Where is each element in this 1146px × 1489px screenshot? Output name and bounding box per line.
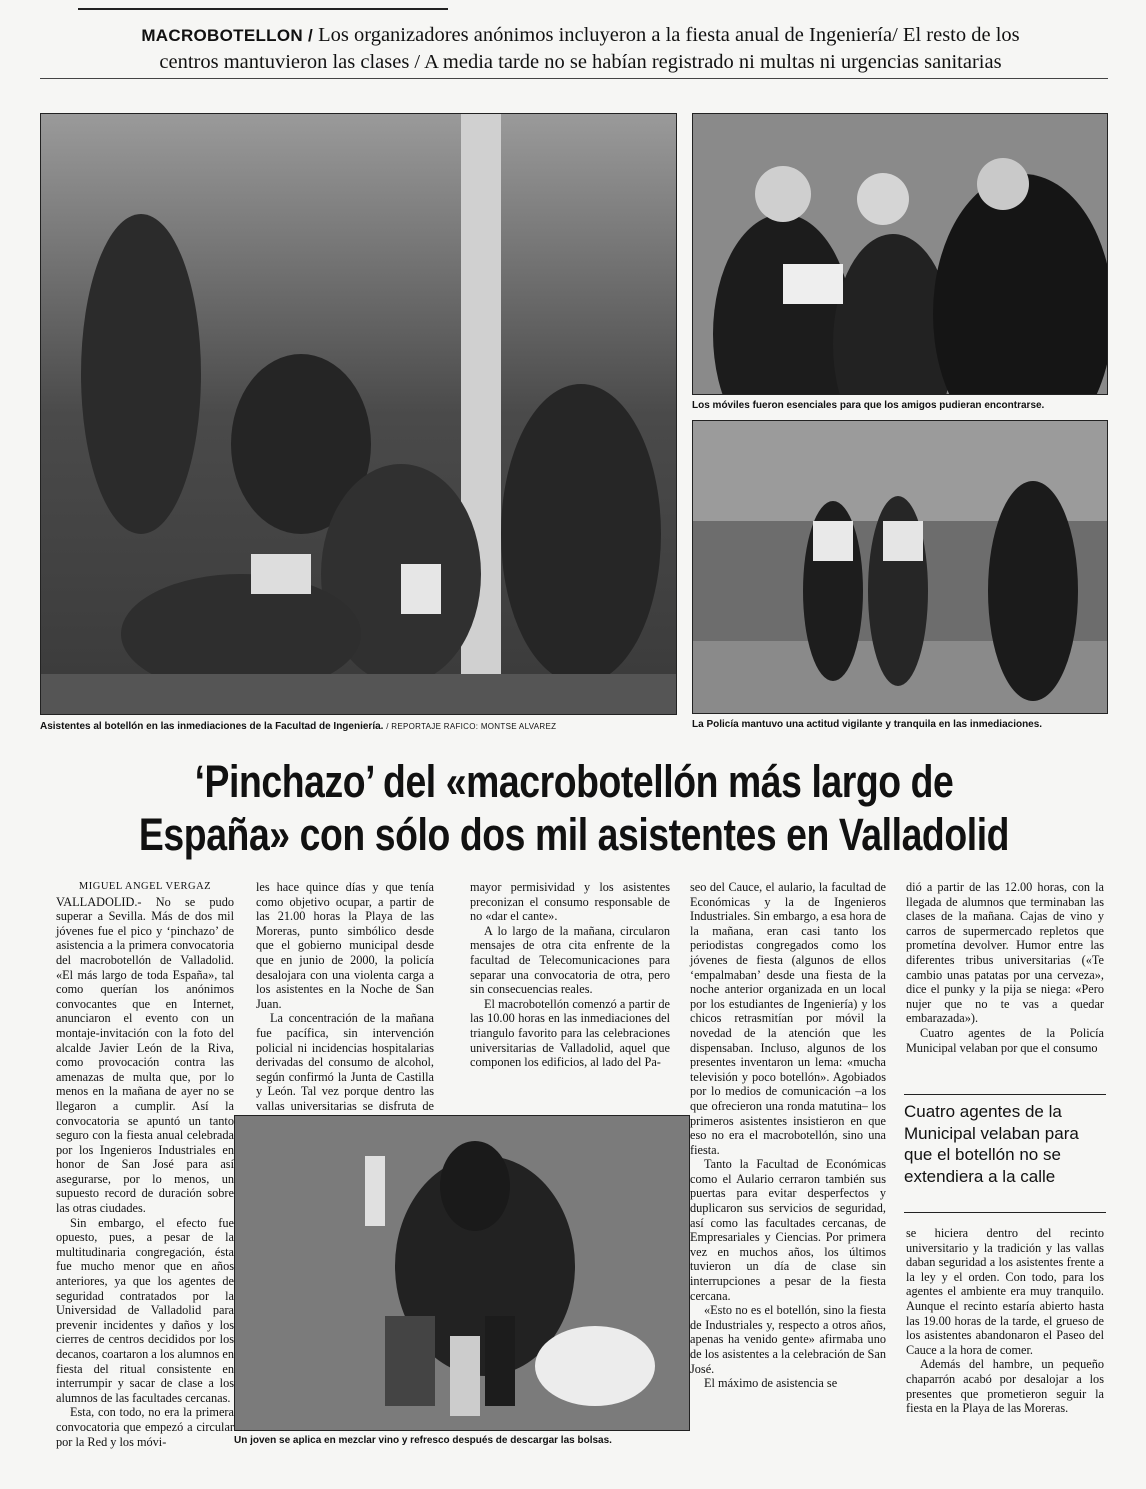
top-right-photo — [692, 113, 1108, 395]
kicker-line2: centros mantuvieron las clases / A media tarde no se habían registrado ni multas ni urgencias sanitarias — [159, 51, 1002, 73]
pullquote-bottom-rule — [904, 1212, 1106, 1213]
col1-p3: Esta, con todo, no era la primera convocatoria que empezó a circular por la Red y los móvi- — [56, 1405, 234, 1449]
mid-right-photo — [692, 420, 1108, 714]
top-right-caption: Los móviles fueron esenciales para que los amigos pudieran encontrarse. — [692, 400, 1045, 411]
col4-p1: seo del Cauce, el aulario, la facultad de Económicas y la de Ingenieros Industriales. Sin embargo, a esa hora de la mañana, eran casi tanto los periodistas congregados como los jóvenes de fiesta (algunos de ellos ‘empalmaban’ desde una fiesta de la noche anterior organizada en un local por los estudiantes de Ingeniería) y los chicos retrasmitían por móvil la novedad de la atención que les dispensaban. Incluso, algunos de los presentes inventaron un lema: «mucha televisión y poco botellón». Agobiados por lo medios de comunicación –a los que ofrecieron una ronda matutina– los primeros asistentes insistieron en que eso no era el macrobotellón, sino una fiesta. — [690, 880, 886, 1157]
kicker — [78, 22, 1083, 75]
col3-p3: El macrobotellón comenzó a partir de las 10.00 horas en las inmediaciones del triangulo favorito para las celebraciones universitarias de Valladolid, aquel que componen los edificios, al lado del Pa- — [470, 996, 670, 1070]
col2-p1: les hace quince días y que tenía como objetivo ocupar, a partir de las 21.00 horas la Playa de las Moreras, punto simbólico desde que el gobierno municipal desde que en junio de 2000, la policía desalojara con una violenta carga a los asistentes en la Noche de San Juan. — [256, 880, 434, 1011]
col1-p1: VALLADOLID.- No se pudo superar a Sevilla. Más de dos mil jóvenes fue el pico y ‘pinchazo’ de asistencia a la primera convocatoria del macrobotellón de Valladolid. «El más largo de toda España», tal como querían los anónimos convocantes que en Internet, anunciaron el evento con un montaje-invitación con la foto del alcalde Javier León de la Riva, como provocación contra las amenazas de multa que, por lo menos en la mañana de ayer no se llegaron a cumplir. Así la convocatoria se apuntó un tanto seguro con la fiesta anual celebrada por los Ingenieros Industriales en honor de San José para así asegurarse, por lo menos, un supuesto record de duración sobre las otras ciudades. — [56, 894, 234, 1216]
col5b-p1: se hiciera dentro del recinto universitario y la tradición y las vallas daban seguridad a los asistentes frente a la ley y el orden. Con todo, para los agentes el ambiente era muy tranquilo. Aunque el recinto estaría abierto hasta las 19.00 horas de la tarde, el grueso de los asistentes abandonaron el Paseo del Cauce a la hora de comer. — [906, 1226, 1104, 1357]
main-photo-caption — [40, 720, 556, 733]
column-3 — [470, 880, 670, 1070]
kicker-tag: MACROBOTELLON / — [141, 26, 313, 45]
main-photo — [40, 113, 677, 715]
col4-p2: Tanto la Facultad de Económicas como el Aulario cerraron también sus puertas para evitar desperfectos y duplicaron sus servicios de seguridad, así como las facultades cercanas, de Empresariales y Ciencias. Por primera vez en muchos años, los últimos tuvieron un día de clase sin interrupciones a pesar de la fiesta cercana. — [690, 1157, 886, 1303]
top-rule — [78, 8, 448, 10]
column-5 — [906, 880, 1104, 1055]
headline-line1: ‘Pinchazo’ del «macrobotellón más largo de — [194, 756, 954, 807]
pullquote-top-rule — [904, 1094, 1106, 1095]
column-1 — [56, 880, 234, 1449]
headline — [131, 755, 1017, 861]
kicker-line1: Los organizadores anónimos incluyeron a la fiesta anual de Ingeniería/ El resto de los — [318, 24, 1020, 46]
col5b-p2: Además del hambre, un pequeño chaparrón acabó por desalojar a los presentes que prometieron seguir la fiesta en la Playa de las Moreras. — [906, 1357, 1104, 1416]
col5-p1: dió a partir de las 12.00 horas, con la llegada de alumnos que terminaban las clases de la mañana. Cajas de vino y carros de supermercado repletos que prometína devolver. Humor entre las diferentes tribus universitarias («Te cambio unas patatas por una cerveza», dice el punky y la pija se niega: «Pero nujer que no te vas a quedar embarazada»). — [906, 880, 1104, 1026]
main-caption-text: Asistentes al botellón en las inmediaciones de la Facultad de Ingeniería. — [40, 721, 384, 732]
bottom-photo — [234, 1115, 690, 1431]
col3-p1: mayor permisividad y los asistentes preconizan el consumo responsable de no «dar el cante». — [470, 880, 670, 924]
kicker-rule — [40, 78, 1108, 79]
col4-p4: El máximo de asistencia se — [704, 1376, 838, 1391]
column-5b — [906, 1226, 1104, 1416]
column-2 — [256, 880, 434, 1128]
byline: MIGUEL ANGEL VERGAZ — [78, 881, 212, 892]
headline-line2: España» con sólo dos mil asistentes en Valladolid — [138, 809, 1010, 860]
col3-p2: A lo largo de la mañana, circularon mensajes de otra cita enfrente de la facultad de Telecomunicaciones para separar una convocatoria de otra, pero sin consecuencias reales. — [470, 923, 670, 997]
bottom-caption: Un joven se aplica en mezclar vino y refresco después de descargar las bolsas. — [234, 1435, 612, 1446]
pullquote: Cuatro agentes de la Municipal velaban para que el botellón no se extendiera a la calle — [904, 1102, 1079, 1186]
col5-p2: Cuatro agentes de la Policía Municipal velaban por que el consumo — [906, 1025, 1104, 1055]
mid-right-caption: La Policía mantuvo una actitud vigilante y tranquila en las inmediaciones. — [692, 719, 1043, 730]
column-4 — [690, 880, 886, 1391]
photo-credit: / REPORTAJE RAFICO: MONTSE ALVAREZ — [386, 722, 557, 731]
col4-p3: «Esto no es el botellón, sino la fiesta de Industriales y, respecto a otros años, apenas ha venido gente» afirmaba uno de los asistentes a la celebración de San José. — [690, 1303, 886, 1376]
col2-p2: La concentración de la mañana fue pacífica, sin intervención policial ni incidencias hospitalarias derivadas del consumo de alcohol, según confirmó la Junta de Castilla y León. Tal vez porque dentro las vallas universitarias se disfruta de — [256, 1011, 434, 1113]
col1-p2: Sin embargo, el efecto fue opuesto, pues, a pesar de la multitudinaria congregación, ésta fue mucho menor que en años anteriores, ya que los agentes de seguridad contratados por la Universidad de Valladolid para prevenir incidentes y daños y los cierres de centros decididos por los decanos, coartaron a los alumnos en fiesta del ritual consistente en interrumpir y sacar de clase a los alumnos de las facultades cercanas. — [56, 1215, 234, 1405]
